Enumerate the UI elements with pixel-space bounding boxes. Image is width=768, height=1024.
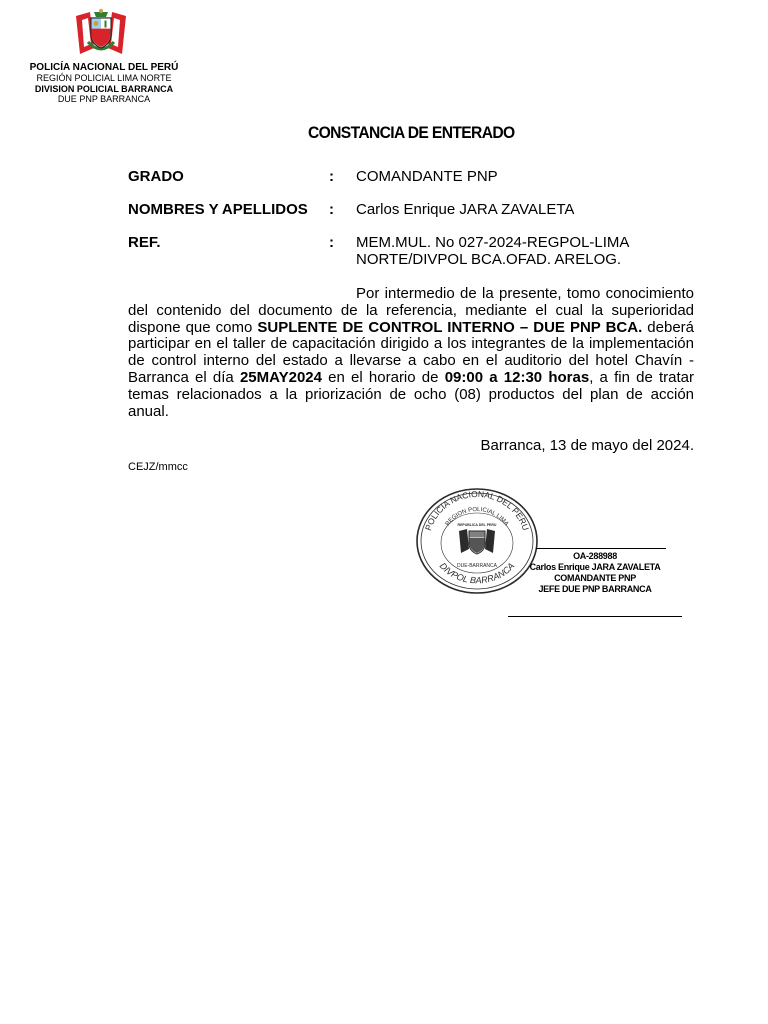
body-text-3: en el horario de: [321, 368, 445, 386]
stamp-emblem-icon: [459, 529, 495, 554]
body-bold-role: SUPLENTE DE CONTROL INTERNO – DUE PNP BCA.: [257, 318, 643, 336]
nombres-colon: :: [329, 201, 334, 218]
body-text-4: , a fin de tratar temas relacionados a la priorización de ocho (08) productos del plan de acción anual.: [128, 368, 694, 420]
stamp-emblem-label: REPUBLICA DEL PERU: [457, 523, 497, 527]
signature-code: OA-288988: [573, 551, 617, 561]
ref-value-line2: NORTE/DIVPOL BCA.OFAD. ARELOG.: [356, 251, 622, 268]
reference-initials: CEJZ/mmcc: [128, 461, 188, 473]
place-date: Barranca, 13 de mayo del 2024.: [480, 437, 694, 454]
grado-label: GRADO: [128, 168, 184, 185]
region-name: REGIÓN POLICIAL LIMA NORTE: [36, 73, 172, 83]
body-text-1: Por intermedio de la presente, tomo conocimiento del contenido del documento de la referencia, mediante el cual la superioridad dispone que como: [128, 285, 694, 336]
signature-name: Carlos Enrique JARA ZAVALETA: [529, 562, 661, 572]
stamp-inner-top: REGION POLICIAL LIMA: [444, 506, 510, 528]
division-name: DIVISION POLICIAL BARRANCA: [34, 84, 174, 94]
body-bold-hours: 09:00 a 12:30 horas: [444, 368, 590, 386]
nombres-label: NOMBRES Y APELLIDOS: [128, 201, 308, 218]
signature-line: [536, 548, 666, 549]
signature-rank: COMANDANTE PNP: [554, 573, 636, 583]
grado-value: COMANDANTE PNP: [356, 168, 498, 185]
stamp-outer-top: POLICIA NACIONAL DEL PERU: [422, 488, 532, 532]
coat-of-arms-icon: [72, 8, 130, 58]
grado-colon: :: [329, 168, 334, 185]
stamp-outer-bottom: DIVPOL BARRANCA: [437, 560, 517, 586]
ref-value: [356, 234, 696, 268]
body-paragraph: [128, 286, 694, 420]
signature-post: JEFE DUE PNP BARRANCA: [538, 584, 652, 594]
body-bold-date: 25MAY2024: [239, 368, 322, 386]
document-title: [0, 123, 768, 143]
ref-label: REF.: [128, 234, 161, 251]
document-title-text: CONSTANCIA DE ENTERADO: [307, 123, 515, 142]
stamp-inner-bottom: DUE-BARRANCA: [456, 563, 498, 569]
ref-colon: :: [329, 234, 334, 251]
unit-name: DUE PNP BARRANCA: [57, 94, 151, 104]
ref-value-line1: MEM.MUL. No 027-2024-REGPOL-LIMA: [356, 234, 630, 251]
body-text-2: deberá participar en el taller de capacitación dirigido a los integrantes de la implementación de control interno del estado a llevarse a cabo en el auditorio del hotel Chavín - Barranca el día: [128, 318, 695, 386]
organization-name: POLICÍA NACIONAL DEL PERÚ: [29, 62, 179, 73]
acknowledgement-line: [508, 616, 682, 617]
nombres-value: Carlos Enrique JARA ZAVALETA: [356, 201, 575, 218]
